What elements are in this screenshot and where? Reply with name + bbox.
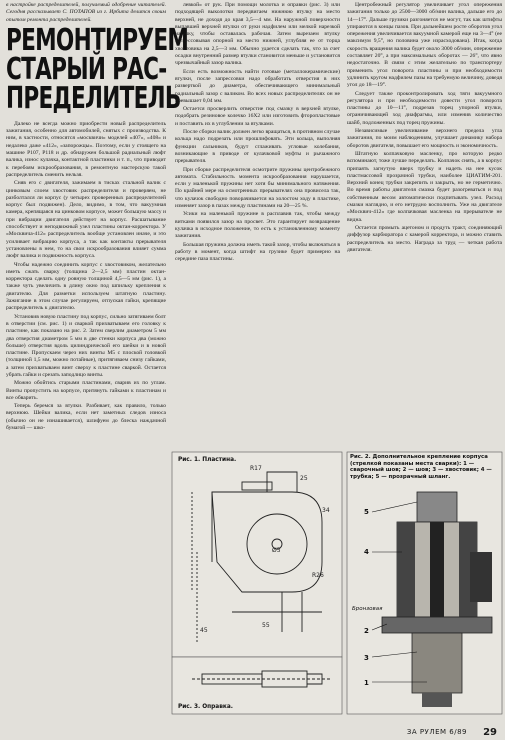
dim-label: 25 [300,475,308,482]
fig2-label: 3 [364,654,369,662]
paragraph: Большая пружина должна иметь такой зазор, чтобы включаться в работу в момент, когда штифт на грузике будет примерно на середине паза пластины. [175,241,340,263]
paragraph: После сборки валик должен легко вращаться, в противном случае кольца надо подрезать или прошлифовать. Эти кольца, выполняя функции сальников, будут сглаживать угловые колебания, возникающие в приводе от кулачковой муфты и рычажного прерывателя. [175,129,340,165]
paragraph: Можно обойтись старыми пластинами, сварив их по углам. Винты пропустить на корпусе, притянуть гайками к пластинам и все обварить. [6,380,166,401]
headline-line-1: РЕМОНТИРУЕМ [6,22,189,58]
fig2-label: 1 [364,679,369,687]
fig2-label: 4 [364,548,369,556]
fig1-caption: Рис. 1. Пластина. [178,457,237,463]
fig2-label: 5 [364,508,369,516]
dim-label: 34 [322,507,330,514]
paragraph: Независимые увеличивание верхнего предела угла зажигания, по моим наблюдениям, улучшает динамику набора оборотов двигателя, повышает его мощность и экономичность. [347,128,502,149]
paragraph: левкой» от рук. При помощи молотка и оправки (рис. 3) или подходящей выколотки передвигаем нижнюю втулку на место верхней, не доходя до края 3,5—4 мм. На наружной поверхности выпавшей верхней втулки от руки надфилем или мелкой нарезкой насечку, чтобы оставалась рабочая. Затем вырезаем втулку запрессовывая опорной на место нижней, углубляя ее от торца хвостовика на 2,5—3 мм. Обычно удается сделать так, что за счет осадки внутренний размер втулки становится меньше и установится чрезвычайный зазор валика. [175,2,340,67]
paragraph: Центробежный регулятор увеличивает угол опережения зажигания только до 2500—3000 об/мин валика, дальше его до 14—17°. Дальше грузики разгоняется не могут, так как штифты упираются в концы пазов. При дальнейшем росте оборотов угол опережения увеличивается вакуумной камерой еще на 3—4° (ее максимум 9,5°, но половина уже израсходована). Итак, когда скорость вращения валика будет около 3000 об/мин, опережение составляет 20°, а при максимальных оборотах — 26°, что явно недостаточно. В связи с этим желательно по транспортеру применить угол поворота пластины и при необходимости удлинить кругом надфилем пазы на требуемую величину, доведя угол до 18—19°. [347,2,502,89]
fig2-note: Бронзовая [352,606,383,612]
paragraph: Штатную колпачковую масленку, про которую редко вспоминают, тоже лучше переделать. Колпачок снять, а в корпус припаять загнутую вверх трубку и надеть на нее кусок пластмассовой прозрачной трубки, наиболее ЦИАТИМ-201. Верхний конец трубки закрепить и закрыть, но не герметично. Во время работы двигателя смазка будет разогреваться и под собственным весом автоматически подпитывать узел. Расход смазки наглядно, и его нетрудно восполнить. Уже на двигателе «Москвич-412» где колпачковая масленка на прерывателе не видна. [347,150,502,223]
page-number: 29 [483,727,497,738]
fig2-label: 2 [364,627,369,635]
fig1-frame [172,452,342,657]
dim-label: 55 [262,622,270,629]
headline-line-3: ПРЕДЕЛИТЕЛЬ [6,80,181,116]
paragraph: Сняв его с двигателя, зажимаем в тисках стальной валик с цинковым слоем хвостовик распределителя и проверяем, не разболтался ли корпус (у четырех проверенных распределителей корпус был подвижен). Дело, видимо, в том, что вакуумная камера, крепящаяся на цинковом корпусе, может большую массу и при вибрации двигателя действует на корпус. Расшатывание способствует и неподвижный узел пластины октан-корректора. У «Москвича-412» распределитель вообще установлен иначе, и это усиливает вибрацию корпуса, а так как контакты прерывателя установлены в нем, то на свои искрообразования влияет сумма люфт валика и подвижность корпуса. [6,180,166,260]
paragraph: Установив новую пластину под корпус, сильно затягиваем болт в отверстии (см. рис. 1) и сваркой прихватываем его головку к пластине, как показано на рис. 2. Затем сверлим диаметром 5 мм два отверстия диаметром 5 мм в две стенки корпуса два (можно больше) отверстия вдоль цилиндрической его шейки и в новой пластине. Пропускаем через них винты М5 с плоской головкой (толщиной 1,5 мм, можно потайные), притягиваем снизу гайками, а затем прихватываем винт сверху к пластине сваркой. Остается убрать гайки и срезать заподлицо винты. [6,313,166,378]
paragraph: Остается промыть ацетоном и продуть тракт, соединяющий диффузор карбюратора с камерой корректора, и можно ставить распределитель на место. Награда за труд — четкая работа двигателя. [347,224,502,253]
middle-column [175,2,340,442]
right-column [347,2,502,454]
intro-text: в настройке распределителей, получаемый одобрение читателей. Сегодня рассказывает С. ПОТАПОВ из г. Ирбита делится своим опытом ремонта распределителей. [6,2,166,23]
paragraph: Если есть возможность найти готовые (металлокерамические) втулки, после запрессовки надо обработать отверстия в них разверткой до диаметра, обеспечивающего минимальный радиальный зазор с валиком. Во всех новых распределителях он не превышает 0,04 мм. [175,68,340,104]
left-column [6,2,189,724]
paragraph: Остается просверлить отверстие под смазку в верхней втулке, подобрать резиновое колечко 16Х2 или изготовить фторопластовые и поставить их в углублении за втулками. [175,106,340,127]
headline-line-2: СТАРЫЙ РАС- [6,51,167,87]
paragraph: Далеко не всегда можно приобрести новый распределитель зажигания, особенно для автомобилей, снятых с производства. К ним, в частности, относятся «москвичи» моделей «407», «408» и недалеко даже «412», «запорожцы». Поэтому, если у стоящего на машине Р107, Р118 и др. обнаружен большой радиальный люфт валика, износ кулачка, контактной пластинки и т. п., что приводит к перебоям искрообразования, в ремонтную мастерскую такой распределитель сменить нельзя. [6,120,166,178]
fig3-caption: Рис. 3. Оправка. [178,704,233,710]
magazine-issue: ЗА РУЛЕМ 6/89 [406,728,467,736]
technical-drawings [172,452,502,714]
paragraph: Чтобы надежно соединить корпус с хвостовиком, желательно иметь сжать сварку (толщина 2—2,5 мм) пластин октан-корректора сделать одну ровную толщиной 4,5—5 мм (рис. 1), а также чуть увеличить в длину окно под шпильку крепления к двигателю. Для разметки используем штатную пластину. Зажигание в этом случае регулируем, отпуская гайки, крепящие распределитель к двигателю. [6,261,166,312]
dim-label: 45 [200,627,208,634]
article-headline [6,22,189,116]
paragraph: При сборке распределителя осмотрите пружины центробежного автомата. Стабильность момента искрообразования нарушается, если у маленькой пружины нет хотя бы минимального натяжения. По крайней мере на осмотренных прерывателях она провисела так, что кулачок свободно поворачивается на холостом ходу в пластике, изменяет зазор в пазах между пластинами на 20—25 %. [175,166,340,210]
dim-label: Ø5 [272,547,281,554]
paragraph: Усики на маленькой пружине в расплавив так, чтобы между витками появился зазор на просвет. Это гарантирует возвращение кулачка в исходное положение, то есть к установленному моменту зажигания. [175,211,340,240]
dim-label: R17 [250,465,262,472]
paragraph: Следует также проконтролировать ход тяги вакуумного регулятора и при необходимости довести угол поворота пластины до 10—11°, подрезав торец упорной втулки, ограничивающей ход диафрагмы, или изменив количество шайб, подложенных под торец пружины. [347,90,502,126]
dim-label: R26 [312,572,324,579]
fig2-caption: Рис. 2. Дополнительное крепление корпуса (стрелкой показаны места сварки): 1 — сварочный шов; 2 — шов; 3 — хвостовик; 4 — трубка; 5 — прозрачный шланг. [350,454,492,480]
figures-area [172,452,502,714]
paragraph: Теперь беремся за втулки. Разбивает, как правило, только верхнюю. Шейки валика, если нет заметных следов износа (обычно он не изнашивается), шлифуем до блеска наждачной бумагой — шко- [6,403,166,432]
